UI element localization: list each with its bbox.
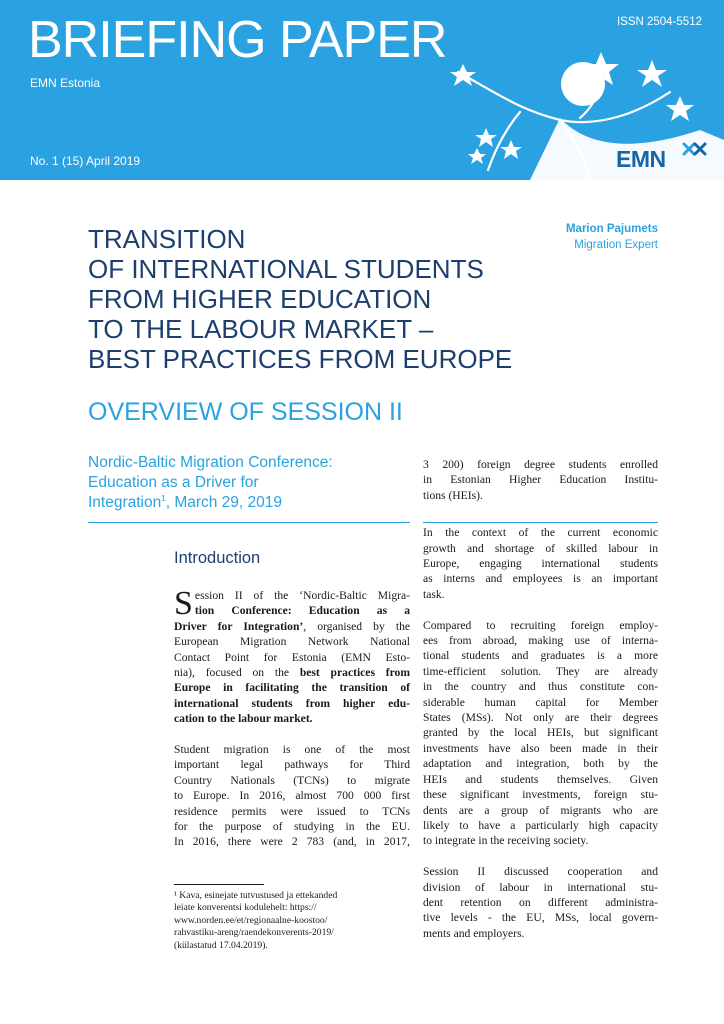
text-line: likely to have a particularly high capacity bbox=[423, 818, 658, 832]
conference-integration: Integration bbox=[88, 494, 162, 511]
text-line: siderable human capital for Member bbox=[423, 695, 658, 709]
paragraph bbox=[423, 457, 658, 503]
text-line: to Europe. In 2016, almost 700 000 first bbox=[174, 789, 410, 803]
text-line: division of labour in international stu- bbox=[423, 880, 658, 894]
title-line: FROM HIGHER EDUCATION bbox=[88, 284, 432, 314]
issue-number: No. 1 (15) April 2019 bbox=[30, 154, 141, 168]
author-name: Marion Pajumets bbox=[565, 223, 658, 235]
footnote bbox=[174, 890, 410, 952]
brand-subtitle: EMN Estonia bbox=[30, 76, 101, 90]
conference-date: , March 29, 2019 bbox=[165, 494, 283, 511]
header-banner bbox=[0, 0, 724, 180]
left-column bbox=[174, 585, 411, 865]
footnote-line[interactable]: leiate konverentsi kodulehelt: https:// bbox=[174, 902, 317, 914]
emn-logo-text: EMN bbox=[616, 146, 666, 172]
text-line: Europe in facilitating the transition of bbox=[174, 681, 410, 695]
footnote-line[interactable]: www.norden.ee/et/regionaalne-koostoo/ bbox=[174, 914, 328, 926]
paragraph bbox=[174, 585, 411, 727]
text-line: In the context of the current economic bbox=[423, 526, 658, 540]
briefing-paper-title: BRIEFING PAPER bbox=[28, 11, 447, 69]
drop-cap: S bbox=[174, 585, 193, 622]
conference-line: Education as a Driver for bbox=[88, 474, 259, 491]
text-line: to integrate in the receiving society. bbox=[423, 834, 589, 848]
paper-title bbox=[88, 224, 548, 374]
text-line: international students from higher edu- bbox=[174, 696, 410, 710]
divider-left bbox=[88, 522, 410, 523]
title-line: OF INTERNATIONAL STUDENTS bbox=[88, 254, 484, 284]
text-line: Europe, engaging international students bbox=[423, 557, 658, 571]
title-line: BEST PRACTICES FROM EUROPE bbox=[88, 344, 513, 374]
text-line: growth and shortage of skilled labour in bbox=[423, 541, 658, 555]
text-line: Session II discussed cooperation and bbox=[423, 865, 658, 879]
text-line: residence permits were issued to TCNs bbox=[174, 804, 410, 818]
text-line: In 2016, there were 2 783 (and, in 2017, bbox=[174, 835, 410, 849]
text-line: dent retention on different administra- bbox=[423, 895, 658, 909]
footnote-line: ¹ Kava, esinejate tutvustused ja ettekanded bbox=[174, 890, 338, 901]
text-line: Contact Point for Estonia (EMN Esto- bbox=[174, 650, 410, 664]
text-line: as interns and employees is an important bbox=[423, 572, 658, 586]
right-column bbox=[423, 457, 658, 957]
title-line: TO THE LABOUR MARKET – bbox=[88, 314, 434, 344]
paragraph bbox=[174, 742, 410, 850]
emn-logo bbox=[608, 140, 708, 180]
text-line: Driver for Integration’, organised by the bbox=[174, 619, 411, 633]
text-line: ments and employers. bbox=[423, 926, 525, 940]
footnote-ref[interactable]: 1 bbox=[161, 493, 166, 503]
text-line: investments have also been made in their bbox=[423, 741, 658, 755]
conference-line bbox=[88, 493, 418, 513]
text-line: granted by the local HEIs, but significant bbox=[423, 726, 658, 740]
title-line: TRANSITION bbox=[88, 224, 246, 254]
text-line: time-efficient solution. They are already bbox=[423, 664, 658, 678]
text-line: in Estonian Higher Education Institu- bbox=[423, 473, 658, 487]
text-bold: Driver for Integration’ bbox=[174, 619, 304, 633]
text-line: 3 200) foreign degree students enrolled bbox=[423, 458, 658, 471]
text-line: ees from abroad, making use of interna- bbox=[423, 634, 658, 648]
text-line: HEIs and students themselves. Given bbox=[423, 772, 658, 786]
footnote-divider bbox=[174, 884, 264, 885]
footnote-line[interactable]: rahvastiku-areng/raendekonverents-2019/ bbox=[174, 927, 334, 939]
text-line: dents are a group of migrants who are bbox=[423, 803, 658, 817]
text-line: European Migration Network National bbox=[174, 635, 410, 649]
author-role: Migration Expert bbox=[574, 239, 658, 251]
text-line: nia), focused on the best practices from bbox=[174, 666, 410, 680]
conference-line: Nordic-Baltic Migration Conference: bbox=[88, 454, 333, 471]
paragraph bbox=[423, 864, 658, 941]
text-line: Country Nationals (TCNs) to migrate bbox=[174, 773, 410, 787]
emn-logo-mark-icon bbox=[680, 140, 710, 166]
text-line: in the country and thus constitute con- bbox=[423, 680, 658, 694]
text-line: adaptation and integration, both by the bbox=[423, 757, 658, 771]
text-line: these significant investments, foreign stu- bbox=[423, 788, 658, 802]
text-bold: best practices from bbox=[299, 666, 410, 680]
text-line: ession II of the ‘Nordic-Baltic Migra- bbox=[194, 589, 410, 602]
text-line: for the purpose of studying in the EU. bbox=[174, 820, 410, 834]
text-line: cation to the labour market. bbox=[174, 712, 313, 726]
introduction-heading: Introduction bbox=[174, 549, 261, 567]
text-line: task. bbox=[423, 587, 445, 601]
paragraph bbox=[423, 618, 658, 849]
text-line: tive levels - the EU, MSs, local govern- bbox=[423, 911, 658, 925]
text-line: tional students and graduates is a more bbox=[423, 649, 658, 663]
text-line: Student migration is one of the most bbox=[174, 743, 410, 757]
issn-number: ISSN 2504-5512 bbox=[616, 16, 702, 28]
paragraph bbox=[423, 525, 658, 602]
text-line: States (MSs). Not only are their degrees bbox=[423, 711, 658, 725]
text-line: Compared to recruiting foreign employ- bbox=[423, 618, 658, 632]
conference-heading bbox=[88, 453, 418, 513]
footnote-line: (külastatud 17.04.2019). bbox=[174, 939, 268, 951]
text-line: important legal pathways for Third bbox=[174, 758, 410, 772]
text-line: tions (HEIs). bbox=[423, 488, 483, 502]
text-line: tion Conference: Education as a bbox=[194, 604, 410, 618]
session-title: OVERVIEW OF SESSION II bbox=[88, 398, 403, 426]
